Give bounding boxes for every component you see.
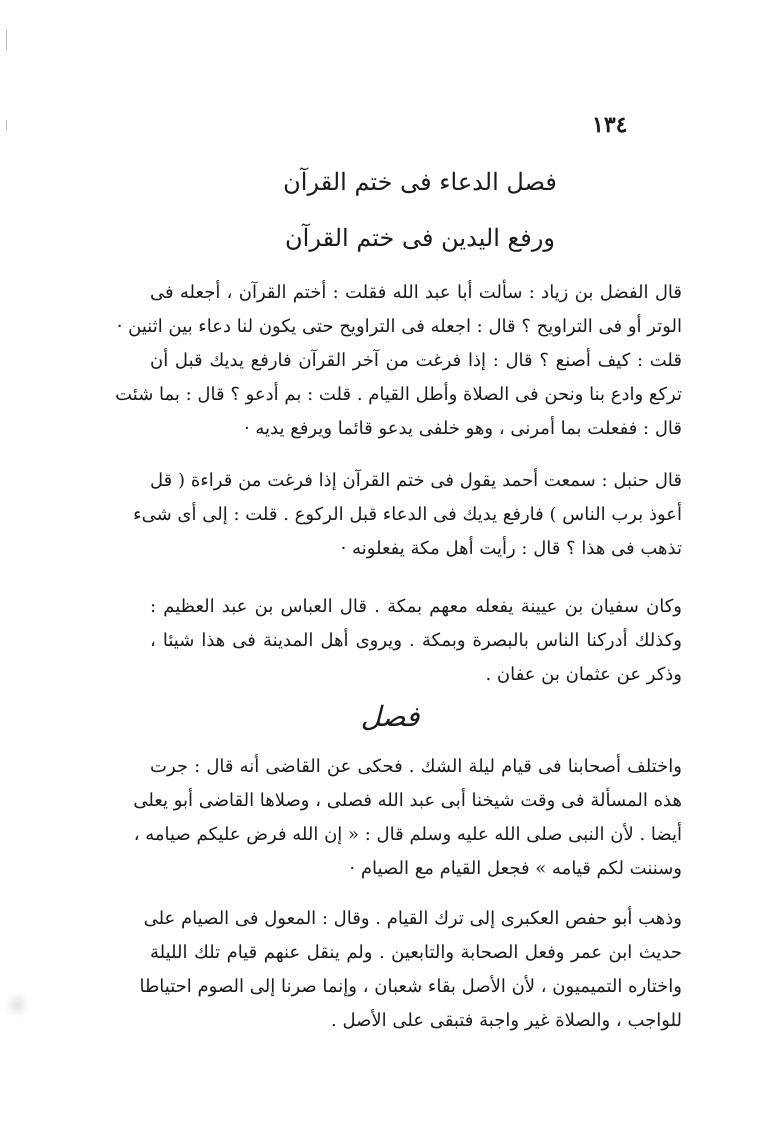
chapter-subtitle: ورفع اليدين فى ختم القرآن <box>285 224 555 252</box>
text-line: أيضا . لأن النبى صلى الله عليه وسلم قال : « إن الله فرض عليكم صيامه ، <box>133 824 682 845</box>
text-line: قال : ففعلت بما أمرنى ، وهو خلفى يدعو قائما ويرفع يديه · <box>243 418 682 439</box>
text-line: واختاره التميميون ، لأن الأصل بقاء شعبان ، وإنما صرنا إلى الصوم احتياطا <box>139 976 682 997</box>
text-line: وسننت لكم قيامه » فجعل القيام مع الصيام · <box>349 858 682 879</box>
scan-margin-mark <box>6 120 7 130</box>
text-line: قلت : كيف أصنع ؟ قال : إذا فرغت من آخر القرآن فارفع يديك قبل أن <box>150 350 682 371</box>
text-line: وكان سفيان بن عيينة يفعله معهم بمكة . قال العباس بن عبد العظيم : <box>150 596 682 617</box>
section-heading: فصل <box>360 700 420 733</box>
text-line: تركع وادع بنا ونحن فى الصلاة وأطل القيام . قلت : بم أدعو ؟ قال : بما شئت <box>115 384 682 405</box>
text-line: تذهب فى هذا ؟ قال : رأيت أهل مكة يفعلونه · <box>340 538 682 559</box>
text-line: هذه المسألة فى وقت شيخنا أبى عبد الله فصلى ، وصلاها القاضى أبو يعلى <box>133 790 682 811</box>
scan-margin-mark <box>6 30 7 50</box>
text-line: الوتر أو فى التراويح ؟ قال : اجعله فى التراويح حتى يكون لنا دعاء بين اثنين · <box>116 316 682 337</box>
page-number: ١٣٤ <box>592 112 628 138</box>
scan-smudge <box>6 990 28 1020</box>
text-line: وذهب أبو حفص العكبرى إلى ترك القيام . وقال : المعول فى الصيام على <box>143 908 682 929</box>
text-line: للواجب ، والصلاة غير واجبة فتبقى على الأصل . <box>331 1010 682 1031</box>
text-line: واختلف أصحابنا فى قيام ليلة الشك . فحكى عن القاضى أنه قال : جرت <box>150 756 682 777</box>
text-line: قال الفضل بن زياد : سألت أبا عبد الله فقلت : أختم القرآن ، أجعله فى <box>150 282 682 303</box>
chapter-title: فصل الدعاء فى ختم القرآن <box>283 168 557 196</box>
text-line: أعوذ برب الناس ) فارفع يديك فى الدعاء قبل الركوع . قلت : إلى أى شىء <box>133 504 682 525</box>
text-line: قال حنبل : سمعت أحمد يقول فى ختم القرآن إذا فرغت من قراءة ( قل <box>150 470 682 491</box>
text-line: وكذلك أدركنا الناس بالبصرة وبمكة . ويروى أهل المدينة فى هذا شيئا ، <box>150 630 682 651</box>
text-line: حديث ابن عمر وفعل الصحابة والتابعين . ولم ينقل عنهم قيام تلك الليلة <box>150 942 682 963</box>
text-line: وذكر عن عثمان بن عفان . <box>485 664 682 685</box>
